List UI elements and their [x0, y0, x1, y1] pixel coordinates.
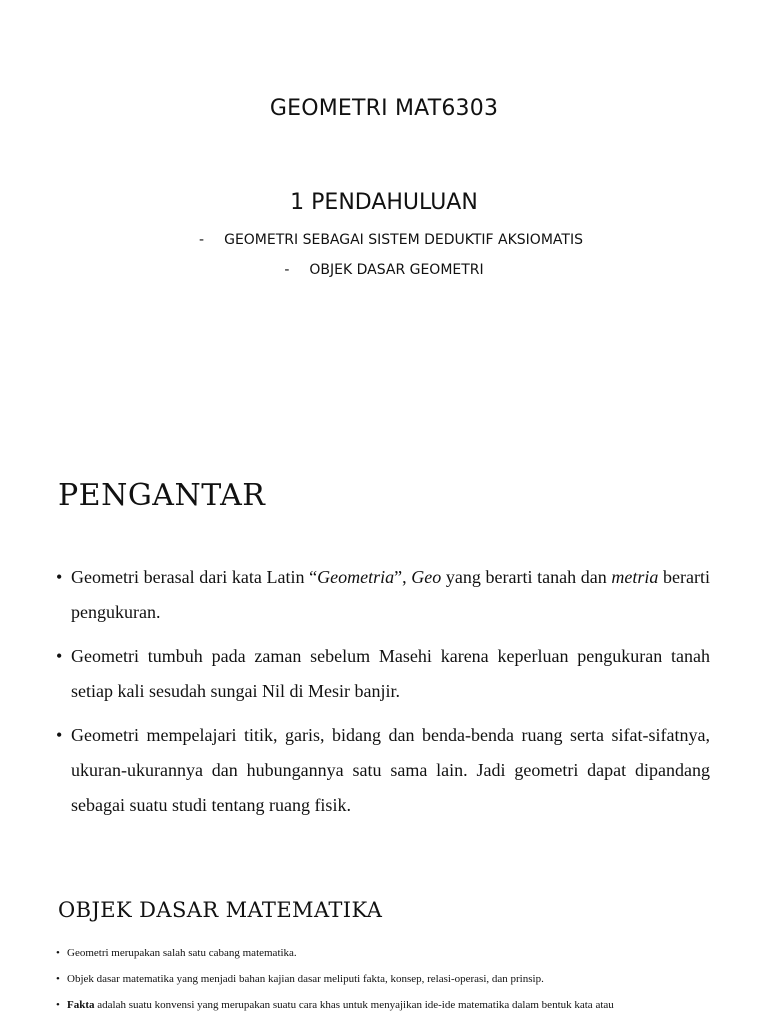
chapter-title: 1 PENDAHULUAN [290, 190, 478, 215]
bullet-text: adalah suatu konvensi yang merupakan suatu cara khas untuk menyajikan ide-ide matematika dalam bentuk kata atau [94, 999, 614, 1011]
bullet-marker: • [56, 947, 60, 959]
bold-term: Fakta [67, 999, 95, 1011]
course-title: GEOMETRI MAT6303 [269, 96, 499, 121]
list-item [56, 718, 710, 823]
text-segment: yang berarti tanah dan [441, 567, 612, 587]
list-item [56, 946, 716, 960]
bullet-text: Objek dasar matematika yang menjadi bahan kajian dasar meliputi fakta, konsep, relasi-operasi, dan prinsip. [67, 973, 544, 985]
dash-marker: - [199, 232, 205, 248]
bullet-marker: • [56, 567, 63, 587]
list-item [56, 560, 710, 630]
objects-heading: OBJEK DASAR MATEMATIKA [58, 898, 383, 922]
bullet-marker: • [56, 999, 60, 1011]
bullet-text: Geometri merupakan salah satu cabang matematika. [67, 947, 297, 959]
bullet-marker: • [56, 646, 63, 666]
list-item [56, 639, 710, 709]
intro-heading: PENGANTAR [58, 478, 266, 513]
list-item [56, 998, 716, 1012]
topic-item [0, 230, 768, 260]
bullet-text: Geometri tumbuh pada zaman sebelum Masehi karena keperluan pengukuran tanah setiap kali sesudah sungai Nil di Mesir banjir. [71, 646, 710, 701]
bullet-text: Geometri mempelajari titik, garis, bidang dan benda-benda ruang serta sifat-sifatnya, ukuran-ukurannya dan hubungannya satu sama lain. Jadi geometri dapat dipandang sebagai suatu studi tentang ruang fisik. [71, 725, 710, 815]
bullet-marker: • [56, 725, 63, 745]
topic-text: GEOMETRI SEBAGAI SISTEM DEDUKTIF AKSIOMATIS [224, 232, 583, 248]
italic-term: metria [611, 567, 659, 587]
intro-bullet-list [56, 560, 710, 832]
text-segment: berarti pengukuran. [71, 567, 711, 622]
objects-bullet-list [56, 946, 716, 1024]
text-segment: Geometri berasal dari kata Latin “ [71, 567, 318, 587]
topic-item [0, 260, 768, 290]
italic-term: Geo [411, 567, 442, 587]
topic-list [0, 230, 768, 290]
dash-marker: - [284, 262, 290, 278]
italic-term: Geometria [317, 567, 395, 587]
topic-text: OBJEK DASAR GEOMETRI [309, 262, 484, 278]
text-segment: ”, [394, 567, 412, 587]
bullet-marker: • [56, 973, 60, 985]
list-item [56, 972, 716, 986]
